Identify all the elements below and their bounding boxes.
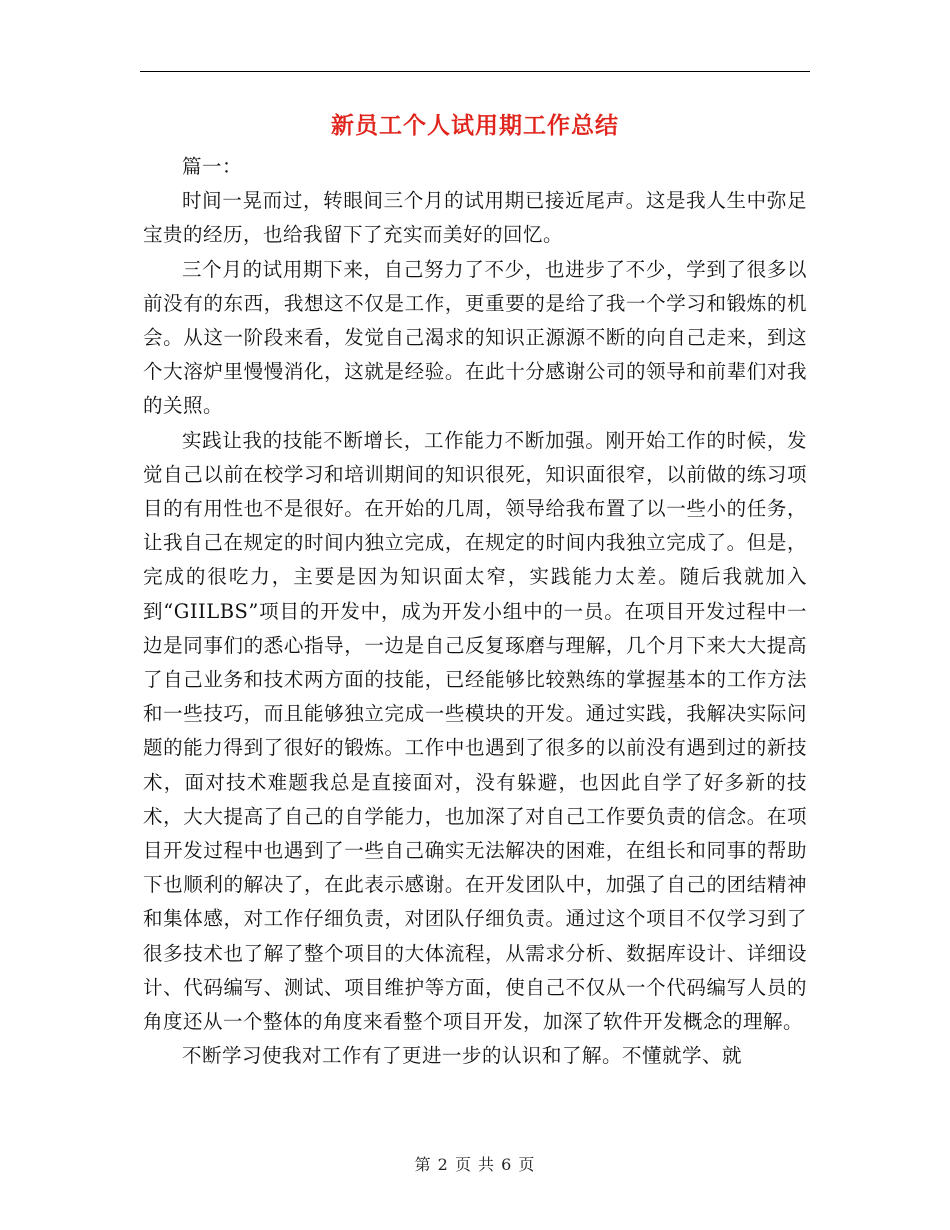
footer-middle: 页 共 — [454, 1155, 496, 1174]
paragraph-3: 实践让我的技能不断增长，工作能力不断加强。刚开始工作的时候，发觉自己以前在校学习和培训期间的知识很死，知识面很窄，以前做的练习项目的有用性也不是很好。在开始的几周，领导给我布置了以一些小的任务，让我自己在规定的时间内独立完成，在规定的时间内我独立完成了。但是，完成的很吃力，主要是因为知识面太窄，实践能力太差。随后我就加入到“GIILBS”项目的开发中，成为开发小组中的一员。在项目开发过程中一边是同事们的悉心指导，一边是自己反复琢磨与理解，几个月下来大大提高了自己业务和技术两方面的技能，已经能够比较熟练的掌握基本的工作方法和一些技巧，而且能够独立完成一些模块的开发。通过实践，我解决实际问题的能力得到了很好的锻炼。工作中也遇到了很多的以前没有遇到过的新技术，面对技术难题我总是直接面对，没有躲避，也因此自学了好多新的技术，大大提高了自己的自学能力，也加深了对自己工作要负责的信念。在项目开发过程中也遇到了一些自己确实无法解决的困难，在组长和同事的帮助下也顺利的解决了，在此表示感谢。在开发团队中，加强了自己的团结精神和集体感，对工作仔细负责，对团队仔细负责。通过这个项目不仅学习到了很多技术也了解了整个项目的大体流程，从需求分析、数据库设计、详细设计、代码编写、测试、项目维护等方面，使自己不仅从一个代码编写人员的角度还从一个整体的角度来看整个项目开发，加深了软件开发概念的理解。 — [143, 428, 807, 1034]
footer-prefix: 第 — [414, 1155, 432, 1174]
page-footer — [0, 1152, 950, 1175]
section-heading: 篇一： — [182, 155, 243, 178]
footer-total-pages: 6 — [501, 1155, 513, 1174]
document-body — [143, 150, 807, 1073]
paragraph-1: 时间一晃而过，转眼间三个月的试用期已接近尾声。这是我人生中弥足宝贵的经历，也给我留下了充实而美好的回忆。 — [143, 189, 807, 247]
document-title: 新员工个人试用期工作总结 — [331, 112, 619, 139]
footer-current-page: 2 — [437, 1155, 449, 1174]
paragraph-4: 不断学习使我对工作有了更进一步的认识和了解。不懂就学、就 — [182, 1044, 743, 1068]
header-rule — [140, 71, 810, 72]
paragraph-2: 三个月的试用期下来，自己努力了不少，也进步了不少，学到了很多以前没有的东西，我想这不仅是工作，更重要的是给了我一个学习和锻炼的机会。从这一阶段来看，发觉自己渴求的知识正源源不断的向自己走来，到这个大溶炉里慢慢消化，这就是经验。在此十分感谢公司的领导和前辈们对我的关照。 — [143, 257, 807, 418]
footer-suffix: 页 — [518, 1155, 536, 1174]
